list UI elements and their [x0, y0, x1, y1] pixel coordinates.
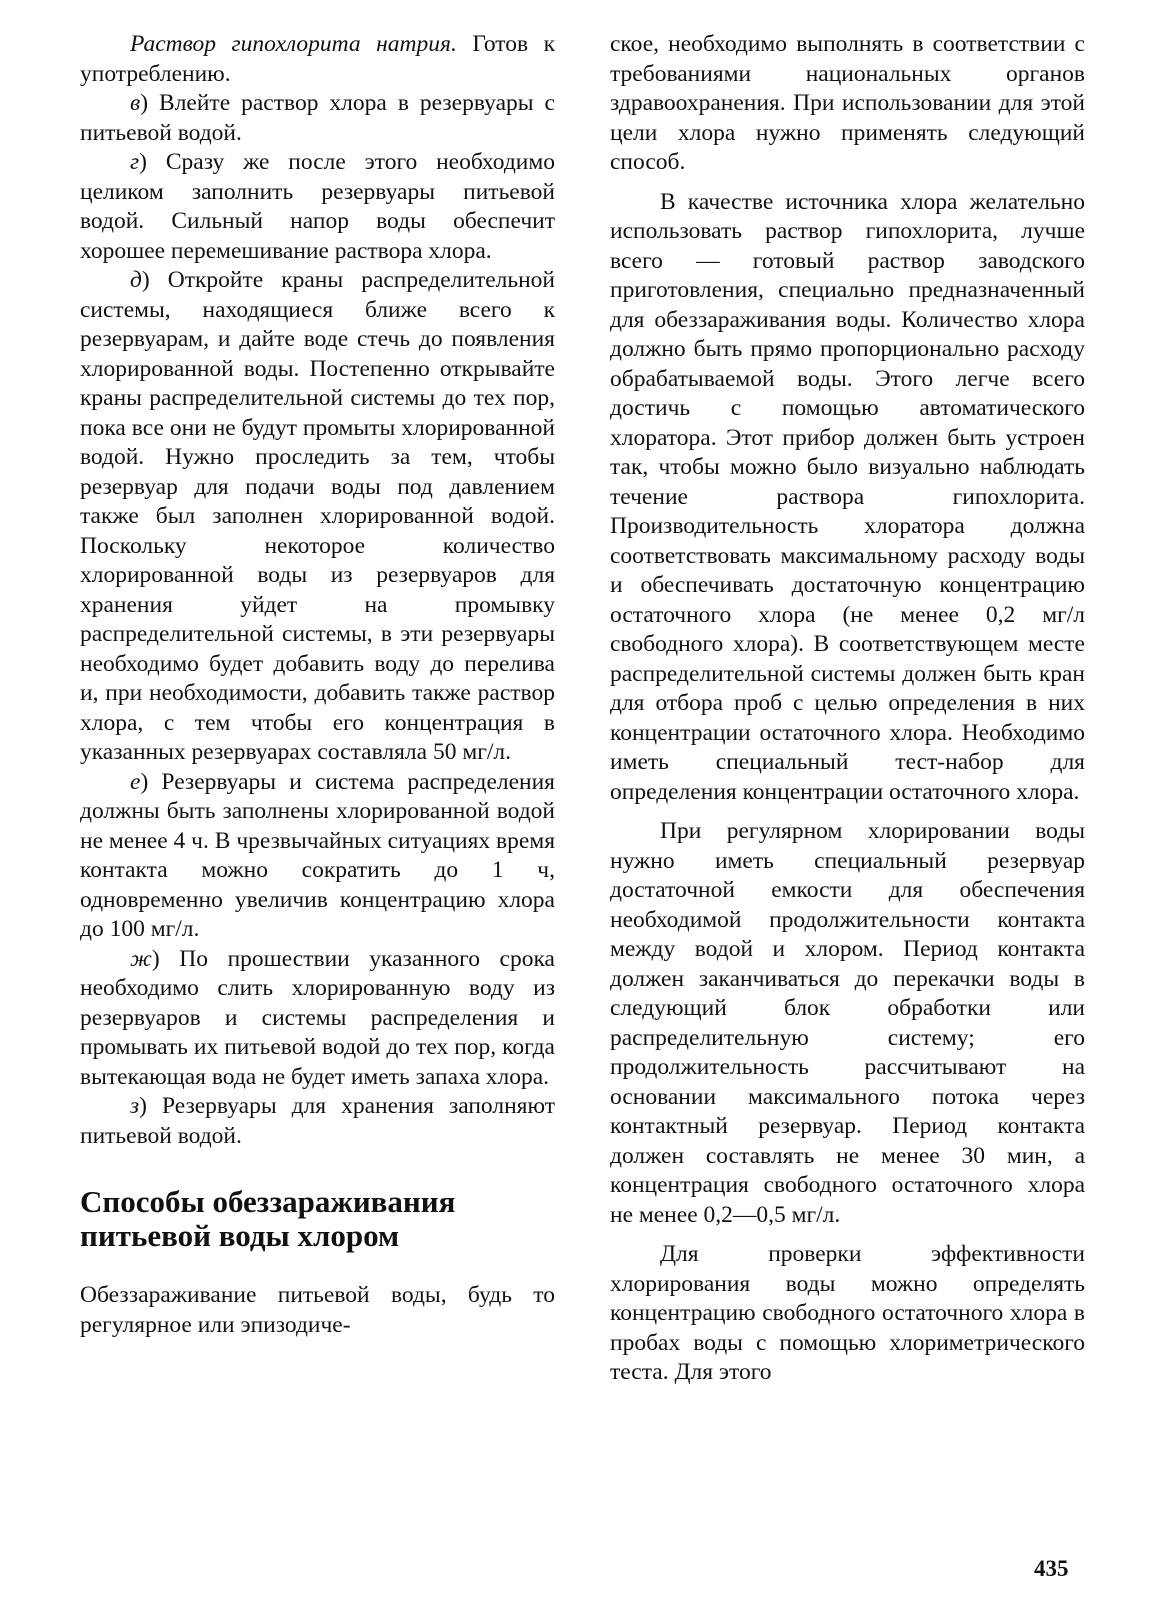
paragraph-efficiency-check: Для проверки эффективности хлорирования воды можно определять концентрацию свободного остаточного хлора в пробах воды с помощью хлориметрического теста. Для этого — [610, 1241, 1085, 1385]
step-letter: ж — [130, 945, 152, 972]
step-letter: з — [130, 1093, 140, 1119]
step-letter: в — [130, 90, 141, 116]
step-letter: д — [130, 267, 142, 293]
paragraph-continuation: ское, необходимо выполнять в соответствии с требованиями национальных органов здравоохранения. При использовании для этой цели хлора нужно применять следующий способ. — [610, 31, 1085, 175]
page-number: 435 — [1034, 1556, 1069, 1581]
paragraph-chlorine-source: В качестве источника хлора желательно использовать раствор гипохлорита, лучше всего — готовый раствор заводского приготовления, специально предназначенный для обеззараживания воды. Количество хлора должно быть прямо пропорционально расходу обрабатываемой воды. Этого легче всего достичь с помощью автоматического хлоратора. Этот прибор должен быть устроен так, чтобы можно было визуально наблюдать течение раствора гипохлорита. Производительность хлоратора должна соответствовать максимальному расходу воды и обеспечивать достаточную концентрацию остаточного хлора (не менее 0,2 мг/л свободного хлора). В соответствующем месте распределительной системы должен быть кран для отбора проб с целью определения в них концентрации остаточного хлора. Необходимо иметь специальный тест-набор для определения концентрации остаточного хлора. — [610, 188, 1085, 805]
step-d: д) Откройте краны распределительной системы, находящиеся ближе всего к резервуарам, и дайте воде стечь до появления хлорированной воды. Постепенно открывайте краны распределительной системы до тех пор, пока все они не будут промыты хлорированной водой. Нужно проследить за тем, чтобы резервуар для подачи воды под давлением также был заполнен хлорированной водой. Поскольку некоторое количество хлорированной воды из резервуаров для хранения уйдет на промывку распределительной системы, в эти резервуары необходимо будет добавить воду до перелива и, при необходимости, добавить также раствор хлора, с тем чтобы его концентрация в указанных резервуарах составляла 50 мг/л. — [80, 267, 555, 765]
paragraph-hypochlorite: Раствор гипохлорита натрия. Готов к употреблению. — [80, 31, 555, 87]
step-zh: ж) По прошествии указанного срока необходимо слить хлорированную воду из резервуаров и системы распределения и промывать их питьевой водой до тех пор, когда вытекающая вода не будет иметь запаха хлора. — [80, 945, 555, 1090]
right-column — [610, 30, 1085, 1388]
paragraph-regular-chlorination: При регулярном хлорировании воды нужно иметь специальный резервуар достаточной емкости для обеспечения необходимой продолжительности контакта между водой и хлором. Период контакта должен заканчиваться до перекачки воды в следующий блок обработки или распределительную систему; его продолжительность рассчитывают на основании максимального потока через контактный резервуар. Период контакта должен составлять не менее 30 мин, а концентрация свободного остаточного хлора не менее 0,2—0,5 мг/л. — [610, 818, 1085, 1228]
step-g: г) Сразу же после этого необходимо целиком заполнить резервуары питьевой водой. Сильный напор воды обеспечит хорошее перемешивание раствора хлора. — [80, 149, 555, 264]
italic-term: Раствор гипохлорита натрия. — [130, 31, 457, 57]
step-letter: е — [130, 768, 141, 795]
step-v: в) Влейте раствор хлора в резервуары с питьевой водой. — [80, 90, 555, 146]
section-heading: Способы обеззараживания питьевой воды хлором — [80, 1184, 456, 1253]
paragraph-disinfection-intro: Обеззараживание питьевой воды, будь то регулярное или эпизодиче- — [80, 1282, 555, 1338]
step-z: з) Резервуары для хранения заполняют питьевой водой. — [80, 1093, 555, 1149]
left-column — [80, 30, 555, 1340]
step-e: е) Резервуары и система распределения должны быть заполнены хлорированной водой не менее 4 ч. В чрезвычайных ситуациях время контакта можно сократить до 1 ч, одновременно увеличив концентрацию хлора до 100 мг/л. — [80, 768, 555, 942]
step-letter: г — [130, 149, 140, 175]
